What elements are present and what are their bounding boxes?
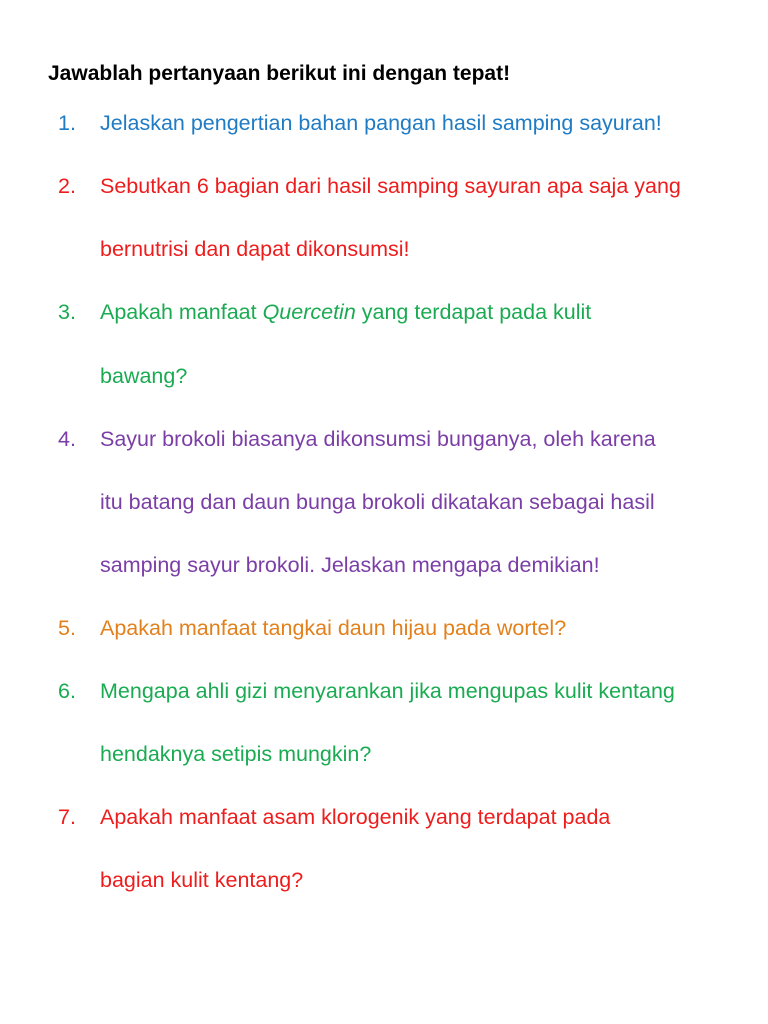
question-text: bawang?	[100, 364, 188, 388]
question-text-part: Apakah manfaat	[100, 300, 263, 324]
question-text: Apakah manfaat tangkai daun hijau pada wortel?	[100, 616, 567, 640]
question-text: Apakah manfaat asam klorogenik yang terdapat pada	[100, 805, 611, 829]
question-text: samping sayur brokoli. Jelaskan mengapa demikian!	[100, 553, 600, 577]
question-number: 5.	[58, 616, 76, 640]
question-text-part: yang terdapat pada kulit	[355, 300, 592, 324]
italic-term: Quercetin	[262, 300, 356, 324]
question-text: hendaknya setipis mungkin?	[100, 742, 372, 766]
question-number: 2.	[58, 174, 76, 198]
question-text: Sayur brokoli biasanya dikonsumsi bunganya, oleh karena	[100, 427, 656, 451]
question-text	[100, 302, 591, 324]
question-text: itu batang dan daun bunga brokoli dikatakan sebagai hasil	[100, 490, 655, 514]
question-number: 3.	[58, 300, 76, 324]
question-text: Mengapa ahli gizi menyarankan jika mengupas kulit kentang	[100, 679, 675, 703]
page-title: Jawablah pertanyaan berikut ini dengan tepat!	[48, 62, 511, 85]
question-number: 1.	[58, 111, 76, 135]
question-number: 6.	[58, 679, 76, 703]
question-text: Sebutkan 6 bagian dari hasil samping sayuran apa saja yang	[100, 174, 681, 198]
question-text: bernutrisi dan dapat dikonsumsi!	[100, 237, 410, 261]
question-number: 7.	[58, 805, 76, 829]
question-text: Jelaskan pengertian bahan pangan hasil samping sayuran!	[100, 111, 662, 135]
question-text: bagian kulit kentang?	[100, 868, 304, 892]
question-number: 4.	[58, 427, 76, 451]
